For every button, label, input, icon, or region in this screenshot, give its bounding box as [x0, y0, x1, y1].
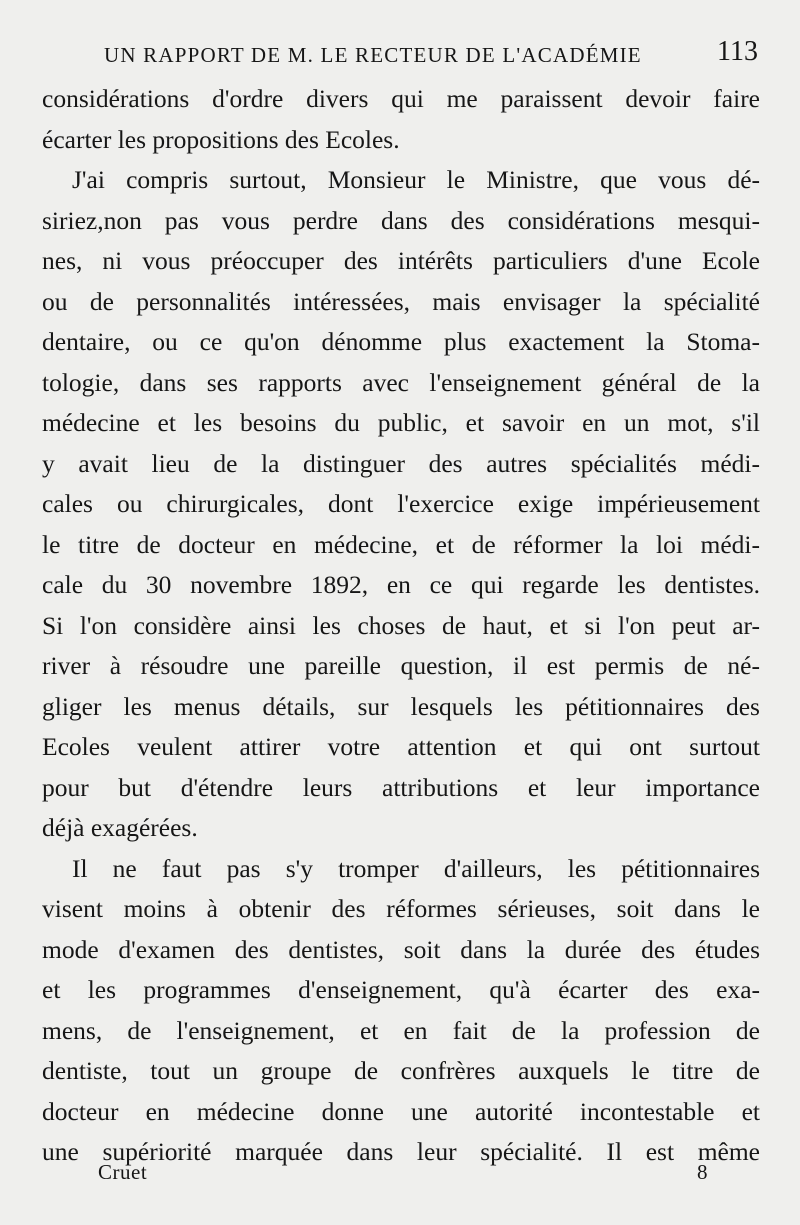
text-line: mens, de l'enseignement, et en fait de la profession de — [42, 1015, 760, 1045]
text-line: et les programmes d'enseignement, qu'à écarter des exa- — [42, 975, 760, 1004]
text-line: nes, ni vous préoccuper des intérêts particuliers d'une Ecole — [42, 246, 760, 275]
text-line: cale du 30 novembre 1892, en ce qui regarde les dentistes. — [42, 570, 760, 599]
text-line: cales ou chirurgicales, dont l'exercice exige impérieusement — [42, 489, 760, 518]
text-line: déjà exagérées. — [42, 813, 198, 842]
text-line: écarter les propositions des Ecoles. — [42, 124, 400, 154]
text-line: mode d'examen des dentistes, soit dans la durée des études — [42, 934, 760, 964]
text-line: tologie, dans ses rapports avec l'enseignement général de la — [42, 367, 760, 397]
text-line: ou de personnalités intéressées, mais envisager la spécialité — [42, 286, 760, 316]
text-line: J'ai compris surtout, Monsieur le Ministre, que vous dé- — [72, 165, 760, 194]
footer — [98, 1160, 708, 1190]
text-line: gliger les menus détails, sur lesquels les pétitionnaires des — [42, 691, 760, 721]
text-line: y avait lieu de la distinguer des autres spécialités médi- — [42, 448, 760, 478]
text-line: considérations d'ordre divers qui me paraissent devoir faire — [42, 84, 760, 113]
text-line: Si l'on considère ainsi les choses de haut, et si l'on peut ar- — [42, 610, 760, 640]
running-title: UN RAPPORT DE M. LE RECTEUR DE L'ACADÉMIE — [104, 43, 642, 67]
text-line: dentiste, tout un groupe de confrères auxquels le titre de — [42, 1056, 760, 1085]
text-line: docteur en médecine donne une autorité incontestable et — [42, 1096, 760, 1126]
running-head — [80, 36, 760, 70]
text-line: le titre de docteur en médecine, et de réformer la loi médi- — [42, 529, 760, 559]
text-line: Il ne faut pas s'y tromper d'ailleurs, les pétitionnaires — [72, 853, 760, 883]
text-line: pour but d'étendre leurs attributions et leur importance — [42, 772, 760, 802]
text-line: river à résoudre une pareille question, il est permis de né- — [42, 651, 760, 680]
text-line: médecine et les besoins du public, et savoir en un mot, s'il — [42, 408, 760, 437]
signature-mark: Cruet — [98, 1160, 148, 1184]
page-number: 113 — [717, 36, 758, 67]
text-line: Ecoles veulent attirer votre attention et qui ont surtout — [42, 732, 760, 761]
text-line: une supériorité marquée dans leur spécialité. Il est même — [42, 1137, 760, 1166]
text-line: siriez,non pas vous perdre dans des considérations mesqui- — [42, 205, 760, 235]
body-text — [42, 79, 760, 1173]
text-line: visent moins à obtenir des réformes sérieuses, soit dans le — [42, 894, 760, 923]
text-line: dentaire, ou ce qu'on dénomme plus exactement la Stoma- — [42, 327, 760, 356]
signature-number: 8 — [697, 1160, 708, 1184]
